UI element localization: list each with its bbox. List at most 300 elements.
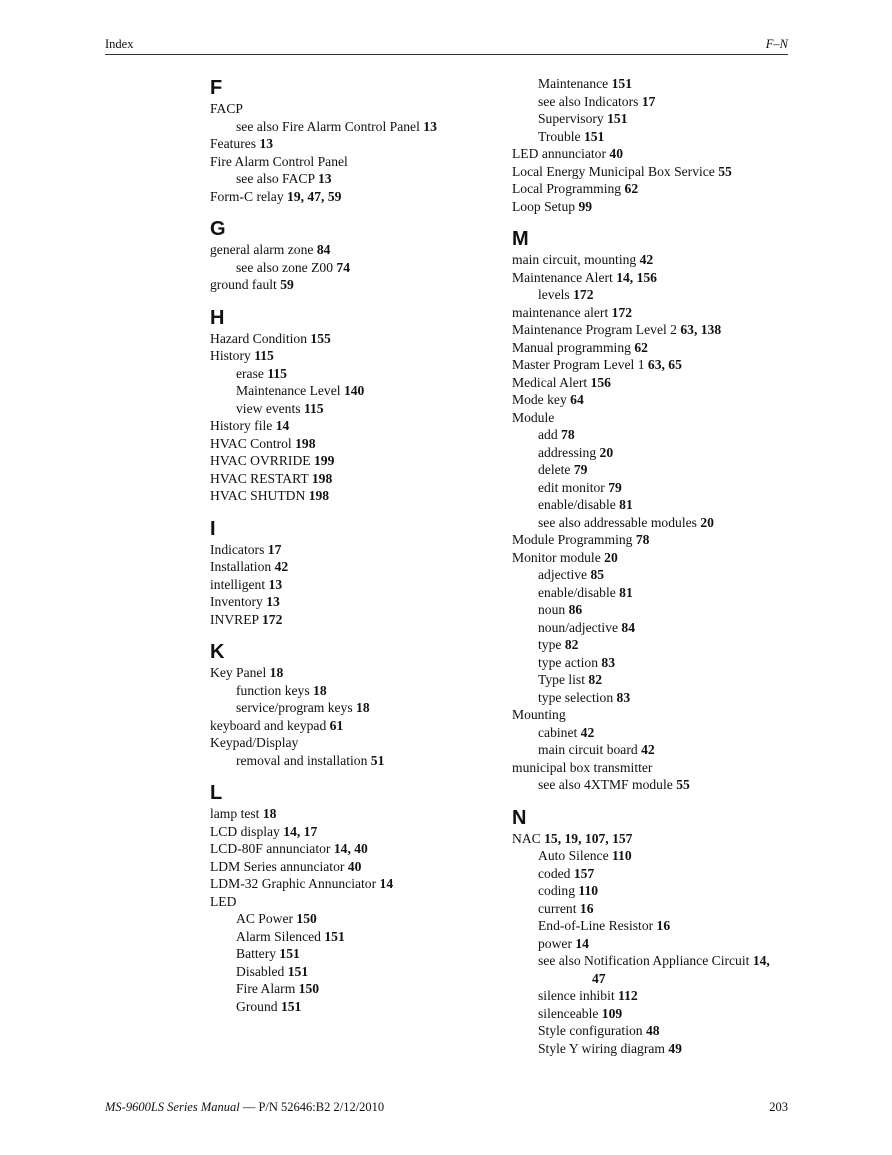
index-section bbox=[210, 217, 490, 294]
index-entry bbox=[512, 479, 802, 497]
entry-page-refs[interactable]: 74 bbox=[336, 259, 351, 275]
entry-term: general alarm zone bbox=[210, 242, 317, 257]
index-entry bbox=[512, 374, 802, 392]
entry-page-refs[interactable]: 78 bbox=[561, 427, 575, 442]
section-gap bbox=[210, 294, 490, 306]
index-entry bbox=[210, 910, 490, 928]
entry-page-refs[interactable]: 14, bbox=[752, 953, 770, 968]
entry-page-refs[interactable]: 110 bbox=[612, 848, 632, 863]
index-entry bbox=[210, 576, 490, 594]
entry-term: noun bbox=[538, 602, 569, 617]
entry-page-refs[interactable]: 59 bbox=[280, 277, 294, 292]
entry-term: Maintenance bbox=[538, 76, 612, 91]
entry-page-refs[interactable]: 115 bbox=[267, 365, 287, 381]
entry-page-refs[interactable]: 14, 40 bbox=[333, 841, 368, 856]
entry-term: Medical Alert bbox=[512, 374, 591, 390]
index-entry bbox=[210, 365, 490, 383]
entry-term: Master Program Level 1 bbox=[512, 357, 648, 372]
index-entry bbox=[210, 928, 490, 946]
index-entry bbox=[512, 128, 802, 146]
index-entry bbox=[512, 444, 802, 462]
index-entry bbox=[210, 135, 490, 153]
index-entry bbox=[512, 549, 802, 567]
index-entry bbox=[512, 987, 802, 1005]
index-entry bbox=[512, 251, 802, 269]
entry-term: Module bbox=[512, 409, 555, 425]
entry-term: Keypad/Display bbox=[210, 735, 299, 750]
entry-page-refs[interactable]: 18 bbox=[269, 665, 284, 680]
entry-term: noun/adjective bbox=[538, 619, 622, 635]
entry-term: Features bbox=[210, 136, 260, 151]
entry-term: type selection bbox=[538, 689, 617, 705]
entry-page-refs[interactable]: 13 bbox=[317, 171, 332, 186]
entry-term: type bbox=[538, 637, 565, 652]
entry-term: intelligent bbox=[210, 576, 269, 592]
index-section bbox=[210, 76, 490, 205]
entry-term: Local Programming bbox=[512, 181, 625, 196]
section-letter-heading: I bbox=[210, 517, 216, 540]
index-entry bbox=[512, 75, 802, 93]
entry-page-refs[interactable]: 42 bbox=[641, 742, 655, 757]
entry-page-refs[interactable]: 47 bbox=[592, 970, 606, 986]
entry-term: LDM-32 Graphic Annunciator bbox=[210, 876, 380, 891]
entry-page-refs[interactable]: 18 bbox=[262, 806, 277, 821]
index-column-left bbox=[210, 76, 490, 1015]
index-entry bbox=[512, 882, 802, 900]
index-entry bbox=[512, 321, 802, 339]
index-entry bbox=[512, 900, 802, 918]
entry-term: HVAC RESTART bbox=[210, 470, 312, 486]
index-entry bbox=[512, 514, 802, 532]
entry-page-refs[interactable]: 156 bbox=[590, 374, 611, 390]
index-entry bbox=[512, 269, 802, 287]
index-section bbox=[210, 306, 490, 505]
index-entry bbox=[512, 830, 802, 848]
index-entry bbox=[512, 198, 802, 216]
index-entry bbox=[512, 601, 802, 619]
index-entry bbox=[512, 776, 802, 794]
entry-page-refs[interactable]: 13 bbox=[423, 118, 437, 134]
entry-page-refs[interactable]: 14, 156 bbox=[616, 269, 657, 285]
entry-page-refs[interactable]: 14, 17 bbox=[283, 823, 318, 839]
entry-term: HVAC Control bbox=[210, 435, 296, 451]
index-entry bbox=[512, 1022, 802, 1040]
entry-term: type action bbox=[538, 654, 602, 670]
entry-page-refs[interactable]: 18 bbox=[356, 700, 370, 715]
section-letter-heading: G bbox=[210, 218, 226, 240]
index-entry bbox=[210, 945, 490, 963]
section-gap bbox=[210, 769, 490, 781]
index-entry bbox=[512, 741, 802, 759]
entry-page-refs[interactable]: 40 bbox=[609, 146, 623, 161]
entry-page-refs[interactable]: 61 bbox=[329, 717, 344, 733]
entry-term: function keys bbox=[236, 682, 314, 698]
entry-term: cabinet bbox=[538, 724, 581, 740]
entry-page-refs[interactable]: 151 bbox=[280, 998, 302, 1014]
index-entry bbox=[210, 400, 490, 418]
entry-term: Form-C relay bbox=[210, 188, 288, 204]
index-entry bbox=[512, 180, 802, 198]
entry-term: add bbox=[538, 427, 562, 442]
entry-term: main circuit, mounting bbox=[512, 252, 640, 267]
entry-term: lamp test bbox=[210, 806, 263, 821]
entry-page-refs[interactable]: 83 bbox=[601, 654, 616, 670]
entry-term: see also addressable modules bbox=[538, 514, 701, 530]
entry-page-refs[interactable]: 14 bbox=[275, 418, 290, 433]
entry-term: ground fault bbox=[210, 277, 281, 292]
entry-term: coding bbox=[538, 883, 579, 898]
entry-page-refs[interactable]: 172 bbox=[573, 287, 594, 302]
index-entry bbox=[210, 823, 490, 841]
entry-term: Battery bbox=[236, 946, 280, 961]
index-entry bbox=[210, 347, 490, 365]
entry-term: see also Indicators bbox=[538, 93, 642, 109]
entry-term: keyboard and keypad bbox=[210, 717, 330, 733]
entry-term: current bbox=[538, 900, 580, 916]
index-column-right bbox=[512, 75, 802, 1057]
index-entry bbox=[210, 980, 490, 998]
footer-part-info: — P/N 52646:B2 2/12/2010 bbox=[239, 1100, 385, 1114]
entry-term: Manual programming bbox=[512, 339, 635, 355]
entry-page-refs[interactable]: 18 bbox=[313, 682, 327, 698]
index-entry bbox=[210, 259, 490, 277]
index-entry bbox=[512, 917, 802, 935]
entry-term: power bbox=[538, 935, 576, 951]
index-entry bbox=[512, 356, 802, 374]
index-entry bbox=[512, 461, 802, 479]
entry-page-refs[interactable]: 42 bbox=[580, 724, 595, 740]
index-entry bbox=[210, 858, 490, 876]
entry-term: NAC bbox=[512, 830, 545, 846]
entry-term: removal and installation bbox=[236, 752, 371, 768]
entry-term: enable/disable bbox=[538, 497, 620, 512]
entry-page-refs[interactable]: 112 bbox=[618, 988, 638, 1003]
entry-term: Style configuration bbox=[538, 1023, 646, 1038]
entry-page-refs[interactable]: 81 bbox=[619, 584, 633, 600]
index-entry bbox=[512, 1005, 802, 1023]
index-entry bbox=[210, 470, 490, 488]
entry-term: edit monitor bbox=[538, 479, 609, 495]
index-entry bbox=[512, 706, 802, 724]
index-entry bbox=[512, 409, 802, 427]
entry-page-refs[interactable]: 150 bbox=[298, 981, 320, 996]
entry-term: Alarm Silenced bbox=[236, 928, 325, 944]
index-entry bbox=[210, 699, 490, 717]
index-entry bbox=[512, 654, 802, 672]
entry-page-refs[interactable]: 151 bbox=[279, 946, 300, 961]
footer-manual-info bbox=[105, 1100, 384, 1115]
entry-page-refs[interactable]: 13 bbox=[259, 136, 274, 151]
index-entry bbox=[512, 952, 802, 970]
entry-term: Module Programming bbox=[512, 532, 636, 547]
entry-page-refs[interactable]: 20 bbox=[599, 444, 614, 460]
entry-term: erase bbox=[236, 365, 268, 381]
entry-page-refs[interactable]: 40 bbox=[347, 858, 362, 874]
entry-page-refs[interactable]: 62 bbox=[624, 181, 639, 196]
index-entry bbox=[210, 734, 490, 752]
section-letter-heading: F bbox=[210, 77, 223, 99]
entry-term: LCD-80F annunciator bbox=[210, 841, 334, 856]
entry-term: Inventory bbox=[210, 594, 267, 609]
entry-term: delete bbox=[538, 462, 574, 477]
index-section bbox=[512, 227, 802, 794]
index-entry bbox=[210, 382, 490, 400]
entry-page-refs[interactable]: 199 bbox=[313, 453, 335, 468]
entry-page-refs[interactable]: 19, 47, 59 bbox=[287, 188, 342, 204]
entry-page-refs[interactable]: 151 bbox=[607, 111, 628, 126]
entry-term: HVAC SHUTDN bbox=[210, 488, 309, 503]
entry-page-refs[interactable]: 198 bbox=[295, 435, 316, 451]
entry-term: Fire Alarm bbox=[236, 981, 299, 996]
entry-term: addressing bbox=[538, 444, 600, 460]
entry-page-refs[interactable]: 82 bbox=[588, 672, 602, 687]
index-entry bbox=[512, 935, 802, 953]
entry-term: Hazard Condition bbox=[210, 330, 311, 346]
entry-term: Auto Silence bbox=[538, 848, 612, 863]
entry-page-refs[interactable]: 140 bbox=[343, 383, 365, 398]
entry-term: adjective bbox=[538, 567, 591, 582]
entry-page-refs[interactable]: 55 bbox=[676, 777, 690, 792]
entry-term: levels bbox=[538, 287, 574, 302]
index-entry bbox=[210, 717, 490, 735]
index-entry bbox=[512, 566, 802, 584]
index-entry bbox=[512, 426, 802, 444]
section-letter-heading: L bbox=[210, 782, 223, 804]
index-entry bbox=[512, 496, 802, 514]
entry-term: silence inhibit bbox=[538, 988, 619, 1003]
entry-page-refs[interactable]: 115 bbox=[303, 400, 324, 416]
entry-page-refs[interactable]: 155 bbox=[310, 330, 331, 346]
index-entry bbox=[210, 170, 490, 188]
entry-term: see also Notification Appliance Circuit bbox=[538, 953, 753, 968]
entry-page-refs[interactable]: 83 bbox=[616, 689, 631, 705]
entry-page-refs[interactable]: 13 bbox=[266, 594, 280, 609]
index-entry bbox=[210, 664, 490, 682]
entry-page-refs[interactable]: 99 bbox=[578, 198, 593, 214]
entry-page-refs[interactable]: 81 bbox=[619, 497, 633, 512]
entry-page-refs[interactable]: 151 bbox=[324, 928, 345, 944]
index-entry bbox=[210, 682, 490, 700]
index-entry bbox=[512, 531, 802, 549]
entry-page-refs[interactable]: 82 bbox=[564, 637, 579, 652]
section-letter-heading: N bbox=[512, 806, 527, 829]
entry-term: Mounting bbox=[512, 707, 566, 722]
entry-term: Maintenance Program Level 2 bbox=[512, 322, 681, 337]
entry-term: Style Y wiring diagram bbox=[538, 1040, 669, 1056]
entry-page-refs[interactable]: 14 bbox=[575, 935, 589, 951]
entry-page-refs[interactable]: 151 bbox=[287, 963, 309, 979]
entry-page-refs[interactable]: 79 bbox=[608, 479, 622, 495]
page-header bbox=[105, 36, 788, 55]
entry-term: End-of-Line Resistor bbox=[538, 918, 657, 933]
index-entry bbox=[210, 487, 490, 505]
index-entry bbox=[512, 636, 802, 654]
entry-page-refs[interactable]: 151 bbox=[611, 76, 632, 91]
entry-term: Maintenance Alert bbox=[512, 269, 617, 285]
header-letter-range: F–N bbox=[765, 37, 788, 51]
entry-page-refs[interactable]: 198 bbox=[311, 470, 333, 486]
index-entry bbox=[210, 452, 490, 470]
index-entry bbox=[210, 188, 490, 206]
entry-page-refs[interactable]: 172 bbox=[262, 611, 283, 627]
entry-term: coded bbox=[538, 865, 574, 881]
index-entry bbox=[210, 241, 490, 259]
entry-page-refs[interactable]: 157 bbox=[573, 865, 595, 881]
entry-page-refs[interactable]: 17 bbox=[641, 93, 656, 109]
index-entry bbox=[210, 100, 490, 118]
entry-term: municipal box transmitter bbox=[512, 759, 653, 775]
section-gap bbox=[512, 794, 802, 806]
index-entry bbox=[512, 163, 802, 181]
index-entry bbox=[210, 153, 490, 171]
index-entry bbox=[512, 286, 802, 304]
entry-page-refs[interactable]: 84 bbox=[316, 242, 331, 257]
entry-term: LCD display bbox=[210, 823, 284, 839]
entry-term: maintenance alert bbox=[512, 304, 612, 320]
entry-term: Indicators bbox=[210, 541, 268, 557]
index-entry bbox=[210, 541, 490, 559]
entry-term: see also zone Z00 bbox=[236, 259, 337, 275]
entry-term: LED annunciator bbox=[512, 146, 610, 161]
index-entry bbox=[512, 391, 802, 409]
entry-term: see also 4XTMF module bbox=[538, 777, 677, 792]
entry-page-refs[interactable]: 110 bbox=[578, 883, 599, 898]
entry-term: Installation bbox=[210, 559, 275, 574]
entry-term: LED bbox=[210, 893, 237, 909]
entry-term: Type list bbox=[538, 672, 589, 687]
entry-term: Mode key bbox=[512, 392, 571, 407]
entry-term: Trouble bbox=[538, 128, 584, 144]
entry-term: see also Fire Alarm Control Panel bbox=[236, 118, 424, 134]
entry-page-refs[interactable]: 13 bbox=[268, 576, 283, 592]
index-entry bbox=[512, 759, 802, 777]
section-letter-heading: H bbox=[210, 306, 225, 329]
section-gap bbox=[210, 628, 490, 640]
index-entry bbox=[210, 558, 490, 576]
entry-page-refs[interactable]: 48 bbox=[645, 1023, 660, 1038]
entry-term: Supervisory bbox=[538, 111, 608, 126]
index-entry bbox=[512, 339, 802, 357]
section-gap bbox=[210, 505, 490, 517]
index-entry bbox=[512, 671, 802, 689]
entry-page-refs[interactable]: 16 bbox=[656, 918, 671, 933]
entry-page-refs[interactable]: 42 bbox=[274, 559, 289, 574]
entry-term: Fire Alarm Control Panel bbox=[210, 153, 348, 169]
entry-page-refs[interactable]: 78 bbox=[635, 532, 650, 547]
entry-page-refs[interactable]: 63, 138 bbox=[680, 322, 722, 337]
entry-term: Local Energy Municipal Box Service bbox=[512, 163, 719, 179]
entry-term: Ground bbox=[236, 998, 281, 1014]
entry-page-refs[interactable]: 172 bbox=[611, 304, 633, 320]
index-entry bbox=[210, 276, 490, 294]
index-entry bbox=[512, 847, 802, 865]
entry-term: FACP bbox=[210, 101, 243, 116]
entry-page-refs[interactable]: 109 bbox=[601, 1005, 623, 1021]
entry-page-refs[interactable]: 17 bbox=[267, 541, 282, 557]
index-section bbox=[210, 781, 490, 1015]
section-gap bbox=[210, 205, 490, 217]
index-entry bbox=[210, 118, 490, 136]
entry-page-refs[interactable]: 63, 65 bbox=[647, 357, 682, 372]
entry-page-refs[interactable]: 15, 19, 107, 157 bbox=[544, 830, 633, 846]
entry-page-refs[interactable]: 20 bbox=[700, 514, 714, 530]
entry-term: main circuit board bbox=[538, 742, 642, 757]
index-entry bbox=[210, 893, 490, 911]
index-entry bbox=[210, 435, 490, 453]
entry-term: view events bbox=[236, 400, 304, 416]
entry-page-refs[interactable]: 49 bbox=[668, 1040, 682, 1056]
index-entry bbox=[210, 611, 490, 629]
entry-page-refs[interactable]: 16 bbox=[579, 900, 594, 916]
entry-term: service/program keys bbox=[236, 700, 357, 715]
entry-page-refs[interactable]: 20 bbox=[604, 549, 618, 565]
entry-term: Maintenance Level bbox=[236, 383, 344, 398]
index-entry bbox=[210, 752, 490, 770]
footer-manual-title: MS-9600LS Series Manual bbox=[105, 1100, 240, 1114]
index-entry bbox=[210, 998, 490, 1016]
index-entry bbox=[512, 93, 802, 111]
header-section-label: Index bbox=[105, 37, 134, 51]
entry-page-refs[interactable]: 62 bbox=[634, 339, 648, 355]
section-letter-heading: M bbox=[512, 228, 529, 250]
page-number: 203 bbox=[769, 1100, 788, 1114]
entry-page-refs[interactable]: 42 bbox=[639, 252, 654, 267]
entry-term: AC Power bbox=[236, 911, 297, 926]
entry-page-refs[interactable]: 198 bbox=[308, 488, 330, 503]
index-entry bbox=[512, 584, 802, 602]
entry-page-refs[interactable]: 51 bbox=[370, 752, 385, 768]
entry-page-refs[interactable]: 64 bbox=[570, 392, 584, 407]
index-entry bbox=[210, 593, 490, 611]
index-entry bbox=[210, 963, 490, 981]
entry-term: enable/disable bbox=[538, 584, 620, 600]
entry-term: see also FACP bbox=[236, 171, 318, 186]
entry-page-refs[interactable]: 85 bbox=[590, 567, 605, 582]
index-section bbox=[512, 806, 802, 1058]
entry-page-refs[interactable]: 84 bbox=[621, 619, 636, 635]
entry-term: History file bbox=[210, 418, 276, 433]
index-section bbox=[210, 640, 490, 769]
index-entry bbox=[512, 689, 802, 707]
index-entry bbox=[512, 724, 802, 742]
index-entry bbox=[210, 840, 490, 858]
entry-term: Disabled bbox=[236, 963, 288, 979]
entry-page-refs[interactable]: 151 bbox=[583, 128, 605, 144]
entry-term: silenceable bbox=[538, 1005, 602, 1021]
entry-term: INVREP bbox=[210, 611, 262, 627]
entry-page-refs[interactable]: 79 bbox=[573, 462, 588, 477]
index-entry bbox=[512, 619, 802, 637]
index-section bbox=[512, 75, 802, 215]
index-entry bbox=[210, 417, 490, 435]
entry-term: HVAC OVRRIDE bbox=[210, 453, 314, 468]
index-entry bbox=[512, 970, 802, 988]
entry-term: Loop Setup bbox=[512, 198, 579, 214]
index-entry bbox=[512, 110, 802, 128]
entry-page-refs[interactable]: 115 bbox=[254, 348, 274, 363]
section-letter-heading: K bbox=[210, 641, 225, 663]
entry-term: Key Panel bbox=[210, 665, 270, 680]
index-entry bbox=[210, 330, 490, 348]
index-entry bbox=[512, 304, 802, 322]
entry-term: History bbox=[210, 348, 255, 363]
entry-page-refs[interactable]: 86 bbox=[568, 602, 583, 617]
entry-page-refs[interactable]: 14 bbox=[379, 876, 394, 891]
entry-page-refs[interactable]: 55 bbox=[718, 163, 732, 179]
entry-page-refs[interactable]: 150 bbox=[296, 911, 317, 926]
index-entry bbox=[512, 145, 802, 163]
entry-term: Monitor module bbox=[512, 549, 605, 565]
